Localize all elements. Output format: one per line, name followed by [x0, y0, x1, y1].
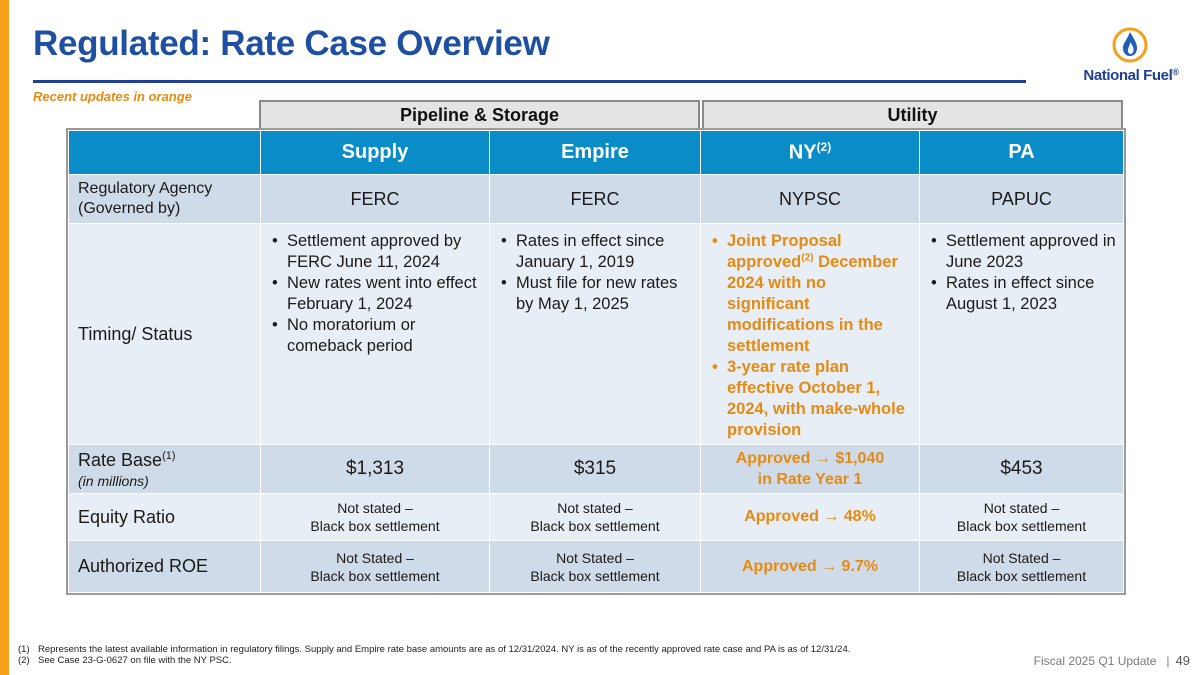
cell-roe-empire: Not Stated – Black box settlement: [490, 541, 701, 593]
cell-rate-base-supply: $1,313: [261, 445, 490, 494]
bullet-item: • Rates in effect since August 1, 2023: [930, 273, 1117, 315]
cell-equity-ny: Approved → 48%: [701, 494, 920, 541]
footnotes: [18, 644, 850, 666]
bullet-item: • Settlement approved by FERC June 11, 2024: [271, 231, 483, 273]
column-header-pa: PA: [920, 131, 1124, 175]
cell-roe-pa: Not Stated – Black box settlement: [920, 541, 1124, 593]
row-label-authorized-roe: Authorized ROE: [69, 541, 261, 593]
column-header-ny: NY$^{(2)}$: [701, 131, 920, 175]
cell-timing-empire: [490, 224, 701, 445]
table-row-rate-base: [69, 445, 1124, 494]
bullet-item: • Must file for new rates by May 1, 2025: [500, 273, 694, 315]
row-label-rate-base: Rate Base$^{(1)}$ (in millions): [69, 445, 261, 494]
national-fuel-logo: [1074, 26, 1188, 88]
column-header-blank: [69, 131, 261, 175]
row-label-timing-status: Timing/ Status: [69, 224, 261, 445]
cell-equity-empire: Not stated – Black box settlement: [490, 494, 701, 541]
cell-roe-supply: Not Stated – Black box settlement: [261, 541, 490, 593]
table-row-regulatory-agency: [69, 175, 1124, 224]
cell-agency-empire: FERC: [490, 175, 701, 224]
cell-rate-base-ny: Approved → $1,040 in Rate Year 1: [701, 445, 920, 494]
bullet-item: • No moratorium or comeback period: [271, 315, 483, 357]
footer-separator: |: [1166, 654, 1170, 668]
bullet-item: • Settlement approved in June 2023: [930, 231, 1117, 273]
cell-agency-pa: PAPUC: [920, 175, 1124, 224]
table-row-authorized-roe: [69, 541, 1124, 593]
bullet-item: • 3-year rate plan effective October 1, 2024, with make-whole provision: [711, 357, 913, 441]
group-header-pipeline-storage: Pipeline & Storage: [259, 100, 700, 130]
row-label-equity-ratio: Equity Ratio: [69, 494, 261, 541]
flame-icon: [1111, 26, 1149, 64]
cell-equity-supply: Not stated – Black box settlement: [261, 494, 490, 541]
cell-equity-pa: Not stated – Black box settlement: [920, 494, 1124, 541]
cell-roe-ny: Approved → 9.7%: [701, 541, 920, 593]
title-underline: [33, 80, 1026, 83]
cell-timing-ny: [701, 224, 920, 445]
footnote-item: (2) See Case 23-G-0627 on file with the NY PSC.: [18, 655, 232, 666]
footnote-item: (1) Represents the latest available information in regulatory filings. Supply and Empire rate base amounts are as of 12/31/2024. NY is as of the recently approved rate case and PA is as of 12/31/24.: [18, 644, 851, 655]
cell-agency-supply: FERC: [261, 175, 490, 224]
cell-timing-supply: [261, 224, 490, 445]
group-header-utility: Utility: [702, 100, 1123, 130]
rate-case-table: [68, 130, 1124, 593]
footer-label: Fiscal 2025 Q1 Update: [1033, 654, 1157, 668]
slide-footer: [1034, 653, 1190, 668]
cell-rate-base-pa: $453: [920, 445, 1124, 494]
cell-rate-base-empire: $315: [490, 445, 701, 494]
recent-updates-note: Recent updates in orange: [33, 89, 192, 104]
bullet-item: • Rates in effect since January 1, 2019: [500, 231, 694, 273]
bullet-item: • New rates went into effect February 1, 2024: [271, 273, 483, 315]
bullet-item: • Joint Proposal approved$^{(2)}$ December 2024 with no significant modifications in the settlement: [711, 231, 913, 357]
row-label-regulatory-agency: Regulatory Agency (Governed by): [69, 175, 261, 224]
column-header-empire: Empire: [490, 131, 701, 175]
column-header-supply: Supply: [261, 131, 490, 175]
page-title: Regulated: Rate Case Overview: [33, 24, 550, 63]
logo-wordmark: National Fuel®: [1083, 67, 1179, 84]
left-accent-bar: [0, 0, 9, 675]
cell-agency-ny: NYPSC: [701, 175, 920, 224]
cell-timing-pa: [920, 224, 1124, 445]
table-row-timing-status: [69, 224, 1124, 445]
column-header-row: [69, 131, 1124, 175]
table-row-equity-ratio: [69, 494, 1124, 541]
page-number: 49: [1175, 653, 1190, 668]
